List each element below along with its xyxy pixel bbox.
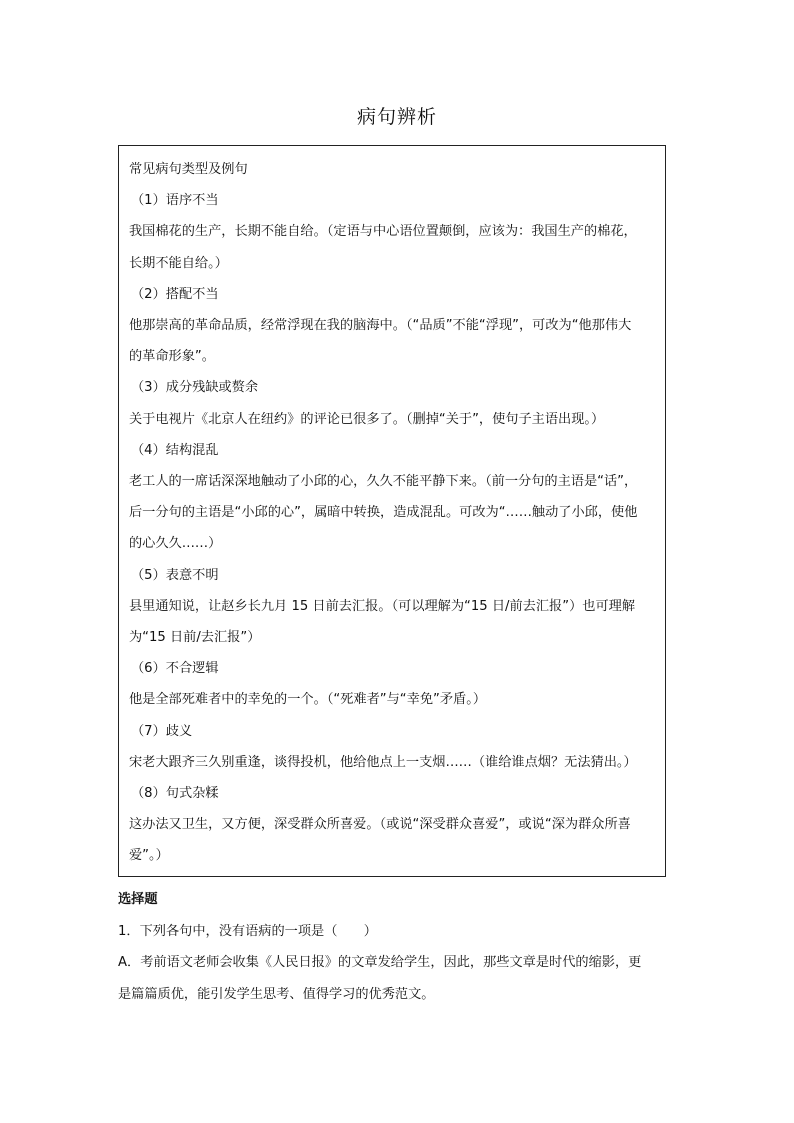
example-line: 县里通知说，让赵乡长九月 15 日前去汇报。（可以理解为“15 日/前去汇报”）也可理解 (129, 598, 636, 614)
option-a-line: A．考前语文老师会收集《人民日报》的文章发给学生，因此，那些文章是时代的缩影，更 (118, 955, 642, 970)
example-line: 的心久久……） (129, 536, 222, 552)
common-errors-box (118, 145, 666, 877)
category-heading-8: （8）句式杂糅 (131, 786, 219, 802)
section-title: 选择题 (118, 892, 158, 907)
category-heading-4: （4）结构混乱 (131, 442, 219, 458)
category-heading-6: （6）不合逻辑 (131, 661, 219, 677)
example-line: 关于电视片《北京人在纽约》的评论已很多了。（删掉“关于”，使句子主语出现。） (129, 411, 605, 427)
example-line: 他那崇高的革命品质，经常浮现在我的脑海中。（“品质”不能“浮现”，可改为“他那伟大 (129, 318, 632, 334)
example-line: 宋老大跟齐三久别重逢，谈得投机，他给他点上一支烟……（谁给谁点烟？无法猜出。） (129, 754, 637, 770)
example-line: 我国棉花的生产，长期不能自给。（定语与中心语位置颠倒，应该为：我国生产的棉花， (129, 224, 637, 240)
example-line: 后一分句的主语是“小邱的心”，属暗中转换，造成混乱。可改为“……触动了小邱，使他 (129, 505, 638, 521)
example-line: 的革命形象”。 (129, 349, 215, 365)
category-heading-5: （5）表意不明 (131, 567, 219, 583)
category-heading-3: （3）成分残缺或赘余 (131, 380, 259, 396)
example-line: 这办法又卫生，又方便，深受群众所喜爱。（或说“深受群众喜爱”，或说“深为群众所喜 (129, 817, 631, 833)
example-line: 他是全部死难者中的幸免的一个。（“死难者”与“幸免”矛盾。） (129, 692, 487, 708)
example-line: 为“15 日前/去汇报”） (129, 630, 261, 646)
category-heading-7: （7）歧义 (131, 723, 193, 739)
page-title: 病句辨析 (356, 106, 437, 128)
example-line: 老工人的一席话深深地触动了小邱的心，久久不能平静下来。（前一分句的主语是“话”， (129, 474, 638, 490)
category-heading-2: （2）搭配不当 (131, 286, 219, 302)
category-heading-1: （1）语序不当 (131, 193, 219, 209)
question-section (118, 884, 688, 1010)
example-line: 爱”。） (129, 848, 169, 864)
option-a-line: 是篇篇质优，能引发学生思考、值得学习的优秀范文。 (118, 986, 435, 1002)
box-heading: 常见病句类型及例句 (129, 162, 248, 177)
example-line: 长期不能自给。） (129, 255, 228, 271)
question-stem: 1．下列各句中，没有语病的一项是（ ） (118, 923, 377, 939)
